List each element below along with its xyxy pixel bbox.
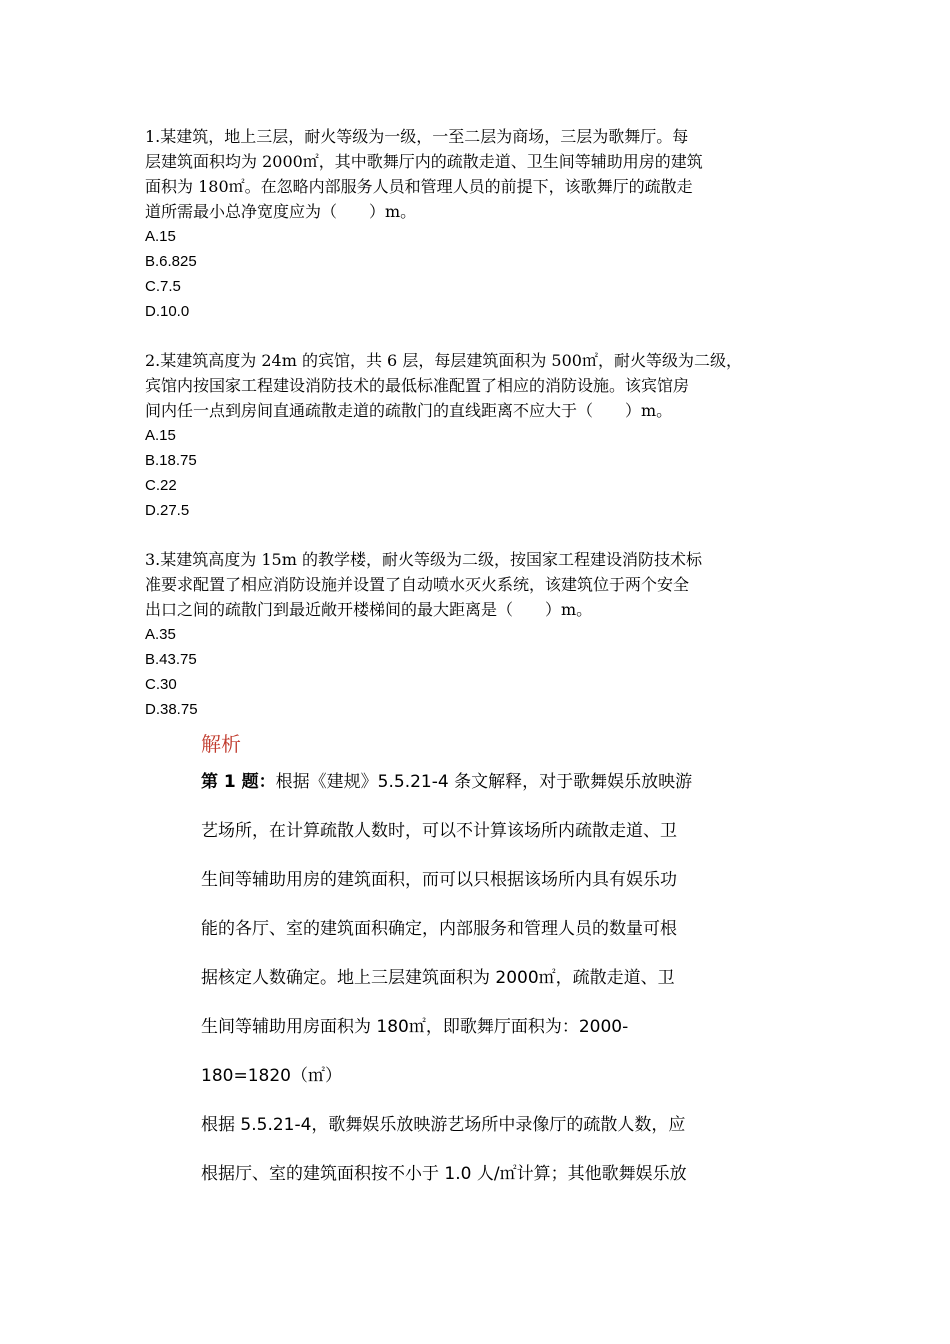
question-text-line: 面积为 180㎡。在忽略内部服务人员和管理人员的前提下，该歌舞厅的疏散走 [145, 177, 693, 196]
question-1 [145, 124, 825, 324]
option-b: B.6.825 [145, 253, 197, 270]
analysis-line: 生间等辅助用房的建筑面积，而可以只根据该场所内具有娱乐功 [201, 870, 677, 890]
option-a: A.15 [145, 228, 176, 245]
option-d: D.38.75 [145, 701, 198, 718]
question-text-line: 层建筑面积均为 2000㎡，其中歌舞厅内的疏散走道、卫生间等辅助用房的建筑 [145, 152, 703, 171]
question-text-line: 2.某建筑高度为 24m 的宾馆，共 6 层，每层建筑面积为 500㎡，耐火等级为二级， [145, 351, 742, 370]
question-text-line: 宾馆内按国家工程建设消防技术的最低标准配置了相应的消防设施。该宾馆房 [145, 376, 690, 395]
analysis-line: 据核定人数确定。地上三层建筑面积为 2000㎡，疏散走道、卫 [201, 968, 675, 988]
question-3 [145, 547, 825, 722]
analysis-line: 生间等辅助用房面积为 180㎡，即歌舞厅面积为：2000- [201, 1017, 629, 1037]
option-b: B.18.75 [145, 452, 197, 469]
question-text-line: 3.某建筑高度为 15m 的教学楼，耐火等级为二级，按国家工程建设消防技术标 [145, 550, 702, 569]
option-c: C.30 [145, 676, 177, 693]
option-d: D.27.5 [145, 502, 190, 519]
analysis-line: 根据 5.5.21-4，歌舞娱乐放映游艺场所中录像厅的疏散人数，应 [201, 1115, 686, 1135]
analysis-line: 艺场所，在计算疏散人数时，可以不计算该场所内疏散走道、卫 [201, 821, 677, 841]
option-a: A.15 [145, 427, 176, 444]
option-b: B.43.75 [145, 651, 197, 668]
question-text-line: 1.某建筑，地上三层，耐火等级为一级，一至二层为商场，三层为歌舞厅。每 [145, 127, 689, 146]
option-a: A.35 [145, 626, 176, 643]
analysis-line: 能的各厅、室的建筑面积确定，内部服务和管理人员的数量可根 [201, 919, 677, 939]
analysis-heading: 解析 [201, 732, 241, 756]
analysis-line [201, 770, 801, 794]
analysis-line: 180=1820（㎡） [201, 1066, 342, 1086]
analysis-line-text: 根据《建规》5.5.21-4 条文解释，对于歌舞娱乐放映游 [275, 772, 693, 792]
question-2 [145, 348, 825, 523]
option-c: C.22 [145, 477, 177, 494]
question-text-line: 道所需最小总净宽度应为（ ）m。 [145, 202, 417, 221]
option-d: D.10.0 [145, 303, 190, 320]
analysis-line: 根据厅、室的建筑面积按不小于 1.0 人/㎡计算；其他歌舞娱乐放 [201, 1164, 687, 1184]
question-text-line: 出口之间的疏散门到最近敞开楼梯间的最大距离是（ ）m。 [145, 600, 593, 619]
analysis-lead: 第 1 题： [201, 772, 276, 792]
question-text-line: 间内任一点到房间直通疏散走道的疏散门的直线距离不应大于（ ）m。 [145, 401, 673, 420]
question-text-line: 准要求配置了相应消防设施并设置了自动喷水灭火系统，该建筑位于两个安全 [145, 575, 690, 594]
analysis-body [201, 770, 801, 1211]
option-c: C.7.5 [145, 278, 181, 295]
